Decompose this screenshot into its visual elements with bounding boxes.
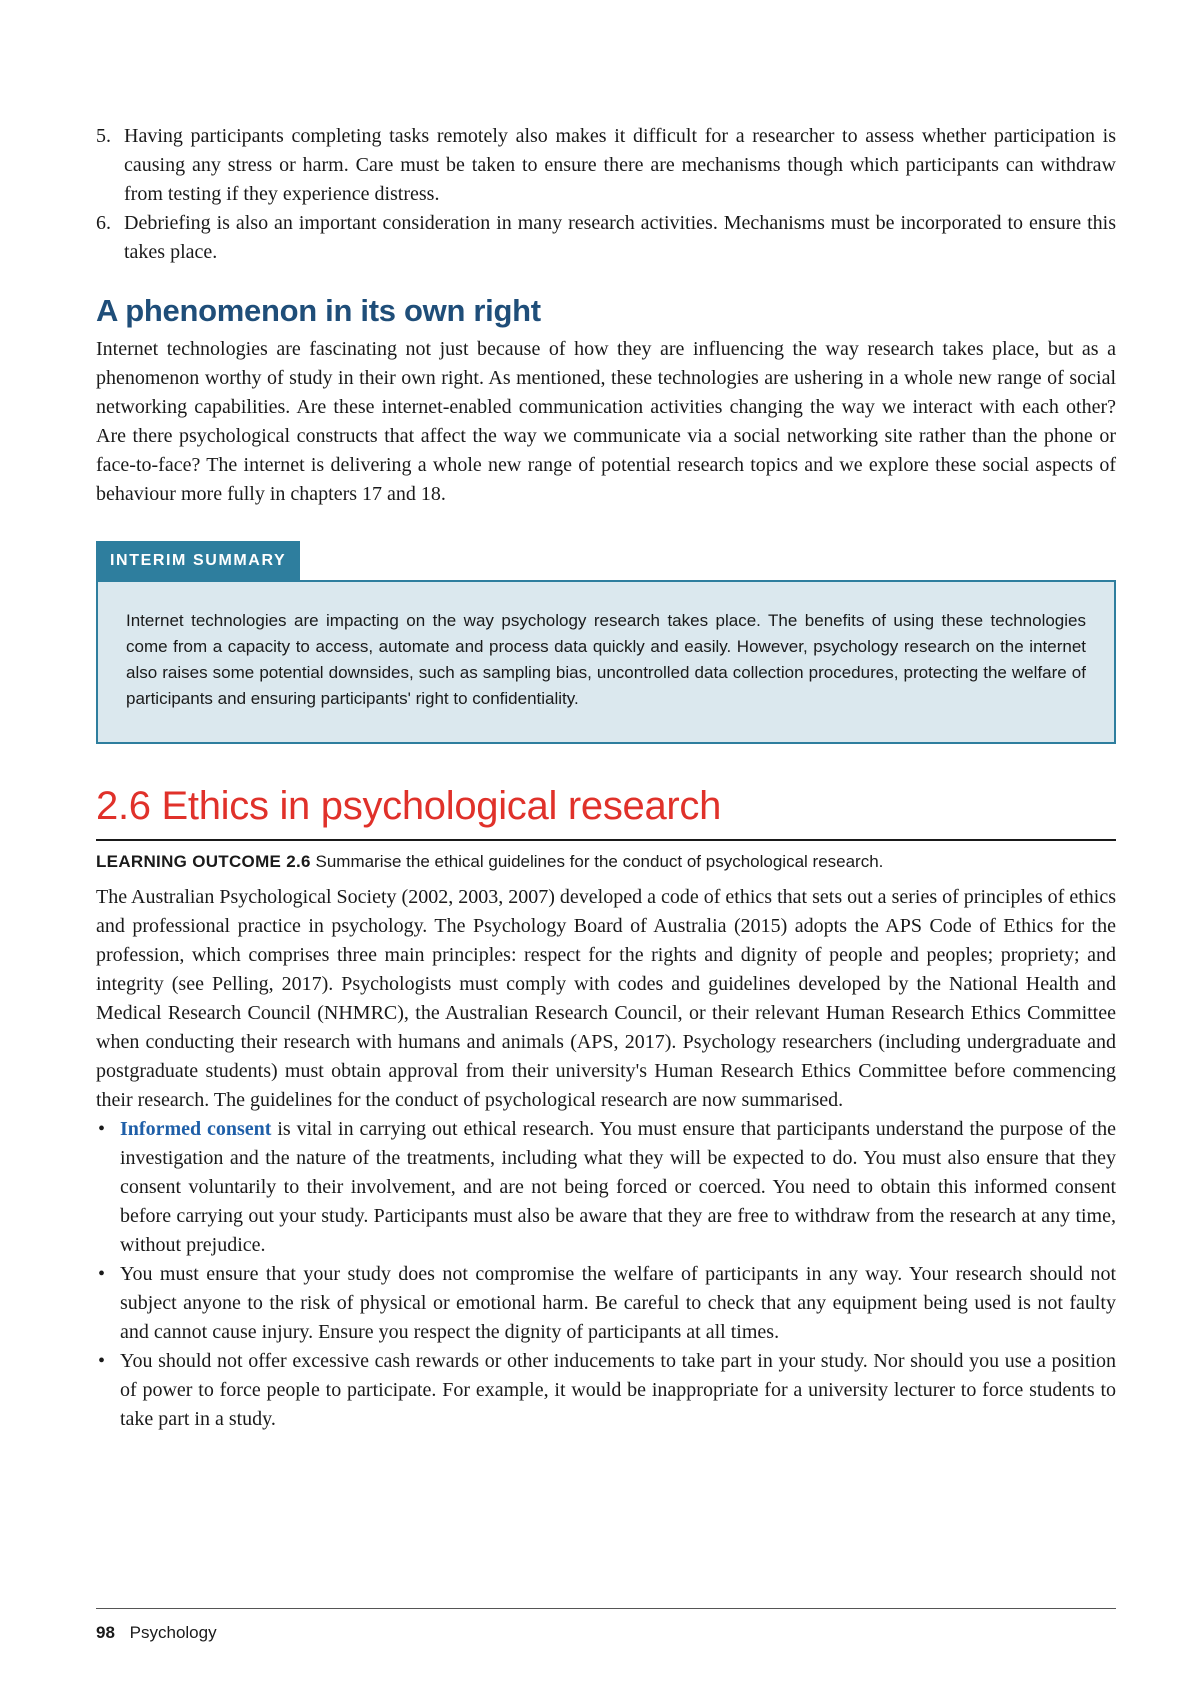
learning-outcome-label: LEARNING OUTCOME 2.6 [96, 852, 311, 871]
page-footer [96, 1608, 1116, 1643]
section-title: 2.6 Ethics in psychological research [96, 784, 722, 828]
bullet-marker: • [98, 1263, 106, 1285]
interim-summary-box [96, 541, 1116, 744]
list-item [96, 1115, 1116, 1260]
page-content [96, 122, 1116, 1434]
interim-summary-text: Internet technologies are impacting on the way psychology research takes place. The benefits of using these technologies come from a capacity to access, automate and process data quickly and easily. However, psychology research on the internet also raises some potential downsides, such as sampling bias, uncontrolled data collection procedures, protecting the welfare of participants and ensuring participants' right to confidentiality. [96, 580, 1116, 744]
bullet-text: You must ensure that your study does not compromise the welfare of participants in any way. Your research should not subject anyone to the risk of physical or emotional harm. Be careful to check that any equipment being used is not faulty and cannot cause injury. Ensure you respect the dignity of participants at all times. [120, 1263, 1116, 1343]
footer-divider [96, 1608, 1116, 1609]
list-item-text: Debriefing is also an important consideration in many research activities. Mechanisms must be incorporated to ensure this takes place. [124, 212, 1116, 263]
section-divider [96, 839, 1116, 841]
ethics-bullet-list [96, 1115, 1116, 1434]
book-title: Psychology [129, 1623, 217, 1642]
learning-outcome [96, 849, 1116, 875]
interim-summary-label: INTERIM SUMMARY [96, 541, 300, 580]
list-item [96, 209, 1116, 267]
footer-text [96, 1623, 1116, 1643]
list-number: 5. [96, 125, 111, 147]
bullet-marker: • [98, 1118, 106, 1140]
learning-outcome-text: Summarise the ethical guidelines for the conduct of psychological research. [315, 852, 884, 871]
bullet-text: You should not offer excessive cash rewards or other inducements to take part in your study. Nor should you use a position of power to force people to participate. For example, it would be inappropriate for a university lecturer to force students to take part in a study. [120, 1350, 1116, 1430]
ethics-intro-paragraph: The Australian Psychological Society (2002, 2003, 2007) developed a code of ethics that sets out a series of principles of ethics and professional practice in psychology. The Psychology Board of Australia (2015) adopts the APS Code of Ethics for the profession, which comprises three main principles: respect for the rights and dignity of people and peoples; propriety; and integrity (see Pelling, 2017). Psychologists must comply with codes and guidelines developed by the National Health and Medical Research Council (NHMRC), the Australian Research Council, or their relevant Human Research Ethics Committee when conducting their research with humans and animals (APS, 2017). Psychology researchers (including undergraduate and postgraduate students) must obtain approval from their university's Human Research Ethics Committee before commencing their research. The guidelines for the conduct of psychological research are now summarised. [96, 886, 1116, 1111]
page-number: 98 [96, 1623, 115, 1642]
bullet-text: is vital in carrying out ethical research. You must ensure that participants understand the purpose of the investigation and the nature of the treatments, including what they will be expected to do. You must also ensure that they consent voluntarily to their involvement, and are not being forced or coerced. You need to obtain this informed consent before carrying out your study. Participants must also be aware that they are free to withdraw from the research at any time, without prejudice. [120, 1118, 1116, 1256]
bullet-marker: • [98, 1350, 106, 1372]
list-number: 6. [96, 212, 111, 234]
list-item [96, 122, 1116, 209]
key-term-link[interactable]: Informed consent [120, 1118, 272, 1140]
numbered-list [96, 122, 1116, 267]
phenomenon-paragraph: Internet technologies are fascinating not just because of how they are influencing the way research takes place, but as a phenomenon worthy of study in their own right. As mentioned, these technologies are ushering in a whole new range of social networking capabilities. Are these internet-enabled communication activities changing the way we interact with each other? Are there psychological constructs that affect the way we communicate via a social networking site rather than the phone or face-to-face? The internet is delivering a whole new range of potential research topics and we explore these social aspects of behaviour more fully in chapters 17 and 18. [96, 338, 1116, 505]
list-item-text: Having participants completing tasks remotely also makes it difficult for a researcher to assess whether participation is causing any stress or harm. Care must be taken to ensure there are mechanisms though which participants can withdraw from testing if they experience distress. [124, 125, 1116, 205]
subheading: A phenomenon in its own right [96, 293, 541, 328]
list-item [96, 1347, 1116, 1434]
list-item [96, 1260, 1116, 1347]
